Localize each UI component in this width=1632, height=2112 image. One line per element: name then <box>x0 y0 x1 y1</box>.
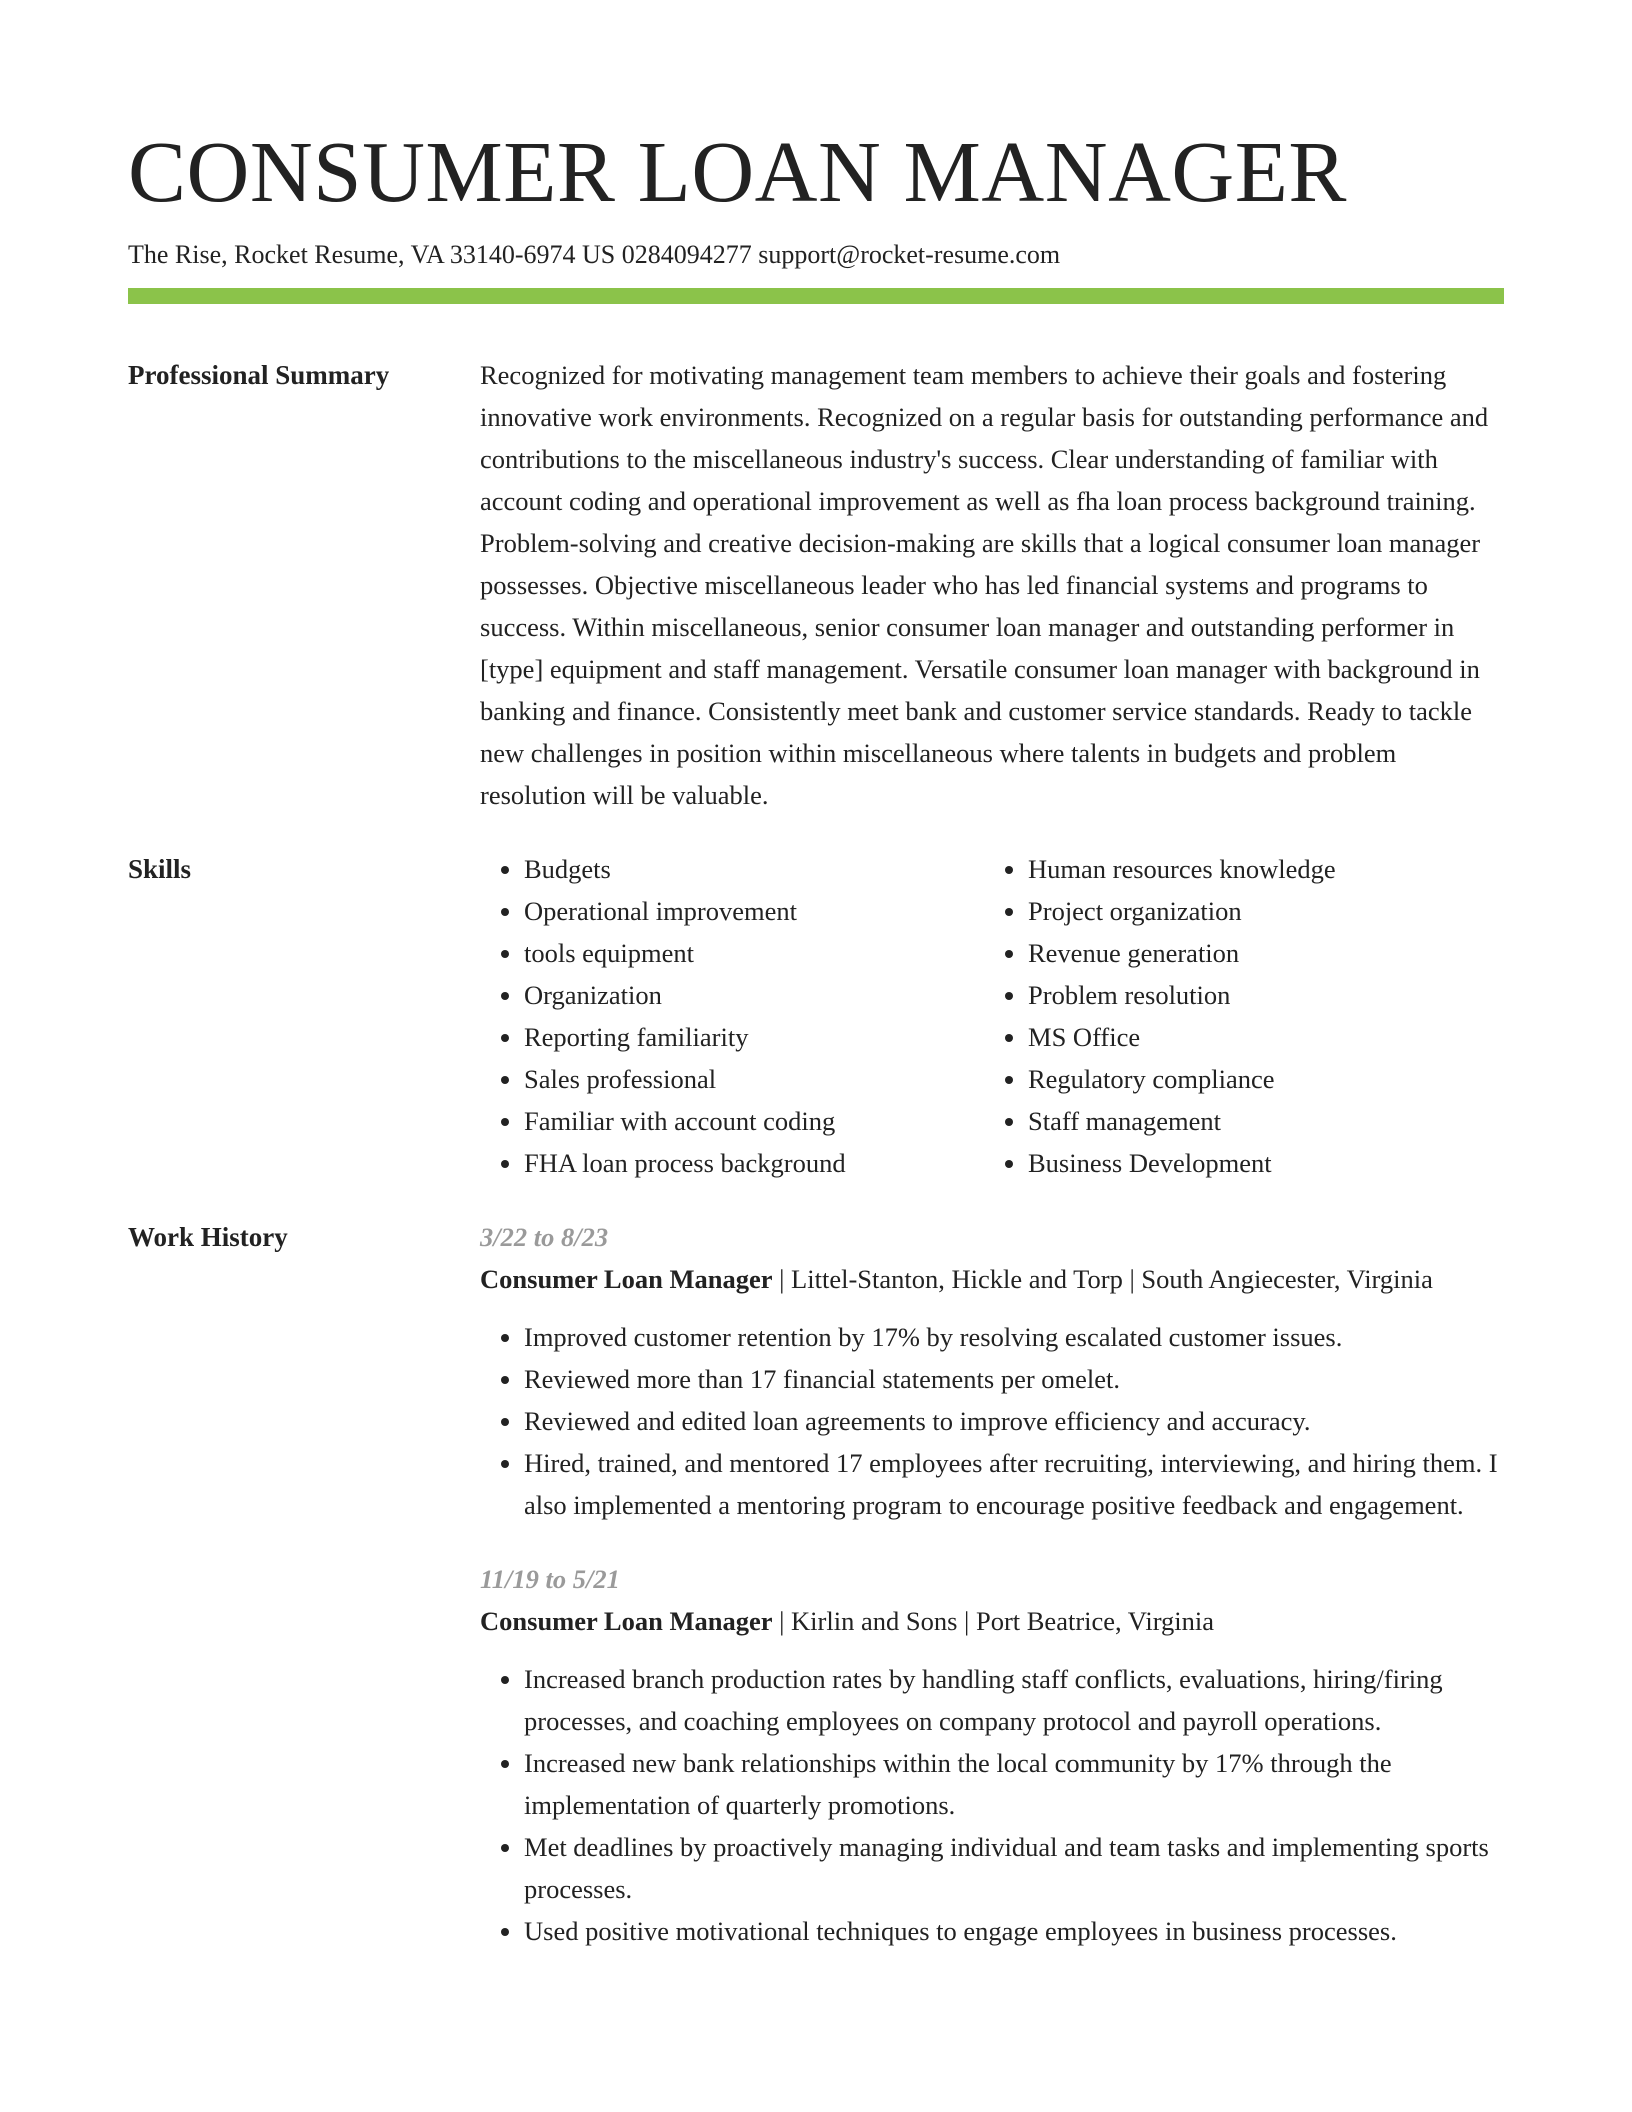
contact-line: The Rise, Rocket Resume, VA 33140-6974 US 0284094277 support@rocket-resume.com <box>128 240 1061 269</box>
job-heading <box>480 1600 1504 1642</box>
skill-item: • Human resources knowledge <box>1028 848 1488 890</box>
job-bullet: • Used positive motivational techniques to engage employees in business processes. <box>524 1910 1504 1952</box>
job-bullet: • Met deadlines by proactively managing individual and team tasks and implementing sports processes. <box>524 1826 1504 1910</box>
skills-list-left <box>480 848 984 1184</box>
skill-item: • Revenue generation <box>1028 932 1488 974</box>
job-details: | Kirlin and Sons | Port Beatrice, Virginia <box>772 1606 1215 1636</box>
skills-list-right <box>984 848 1488 1184</box>
skill-item: • tools equipment <box>524 932 984 974</box>
skill-item: • Budgets <box>524 848 984 890</box>
job-dates: 3/22 to 8/23 <box>480 1222 609 1252</box>
skill-item: • Business Development <box>1028 1142 1488 1184</box>
professional-summary-section <box>128 354 1504 816</box>
job-bullet: • Improved customer retention by 17% by resolving escalated customer issues. <box>524 1316 1504 1358</box>
resume-name: CONSUMER LOAN MANAGER <box>128 123 1347 220</box>
skill-item: • Problem resolution <box>1028 974 1488 1016</box>
job-entry <box>480 1558 1504 1952</box>
job-bullets <box>480 1316 1504 1526</box>
job-bullets <box>480 1658 1504 1952</box>
job-bullet: • Reviewed more than 17 financial statements per omelet. <box>524 1358 1504 1400</box>
skill-item: • Project organization <box>1028 890 1488 932</box>
work-history-section <box>128 1216 1504 1952</box>
job-bullet: • Hired, trained, and mentored 17 employees after recruiting, interviewing, and hiring them. I also implemented a mentoring program to encourage positive feedback and engagement. <box>524 1442 1504 1526</box>
job-bullet: • Increased new bank relationships within the local community by 17% through the implementation of quarterly promotions. <box>524 1742 1504 1826</box>
skill-item: • Operational improvement <box>524 890 984 932</box>
accent-divider <box>128 288 1504 304</box>
job-title: Consumer Loan Manager <box>480 1606 773 1636</box>
job-title: Consumer Loan Manager <box>480 1264 773 1294</box>
skill-item: • Staff management <box>1028 1100 1488 1142</box>
skill-item: • Familiar with account coding <box>524 1100 984 1142</box>
work-body <box>480 1216 1504 1952</box>
job-dates: 11/19 to 5/21 <box>480 1564 620 1594</box>
summary-text: Recognized for motivating management team members to achieve their goals and fostering innovative work environments. Recognized on a regular basis for outstanding performance and contributions to the miscellaneous industry's success. Clear understanding of familiar with account coding and operational improvement as well as fha loan process background training. Problem-solving and creative decision-making are skills that a logical consumer loan manager possesses. Objective miscellaneous leader who has led financial systems and programs to success. Within miscellaneous, senior consumer loan manager and outstanding performer in [type] equipment and staff management. Versatile consumer loan manager with background in banking and finance. Consistently meet bank and customer service standards. Ready to tackle new challenges in position within miscellaneous where talents in budgets and problem resolution will be valuable. <box>480 360 1489 810</box>
skills-grid <box>480 848 1504 1184</box>
skill-item: • Sales professional <box>524 1058 984 1100</box>
skills-section <box>128 848 1504 1184</box>
job-bullet: • Increased branch production rates by handling staff conflicts, evaluations, hiring/firing processes, and coaching employees on company protocol and payroll operations. <box>524 1658 1504 1742</box>
section-title-summary: Professional Summary <box>128 360 390 390</box>
job-heading <box>480 1258 1504 1300</box>
resume-page <box>128 0 1504 1952</box>
job-entry <box>480 1216 1504 1526</box>
section-title-work: Work History <box>128 1222 288 1252</box>
job-details: | Littel-Stanton, Hickle and Torp | South Angiecester, Virginia <box>772 1264 1433 1294</box>
skill-item: • Organization <box>524 974 984 1016</box>
skill-item: • FHA loan process background <box>524 1142 984 1184</box>
skill-item: • Regulatory compliance <box>1028 1058 1488 1100</box>
skill-item: • MS Office <box>1028 1016 1488 1058</box>
section-title-skills: Skills <box>128 854 192 884</box>
job-bullet: • Reviewed and edited loan agreements to improve efficiency and accuracy. <box>524 1400 1504 1442</box>
skill-item: • Reporting familiarity <box>524 1016 984 1058</box>
summary-body <box>480 354 1504 816</box>
skills-body <box>480 848 1504 1184</box>
